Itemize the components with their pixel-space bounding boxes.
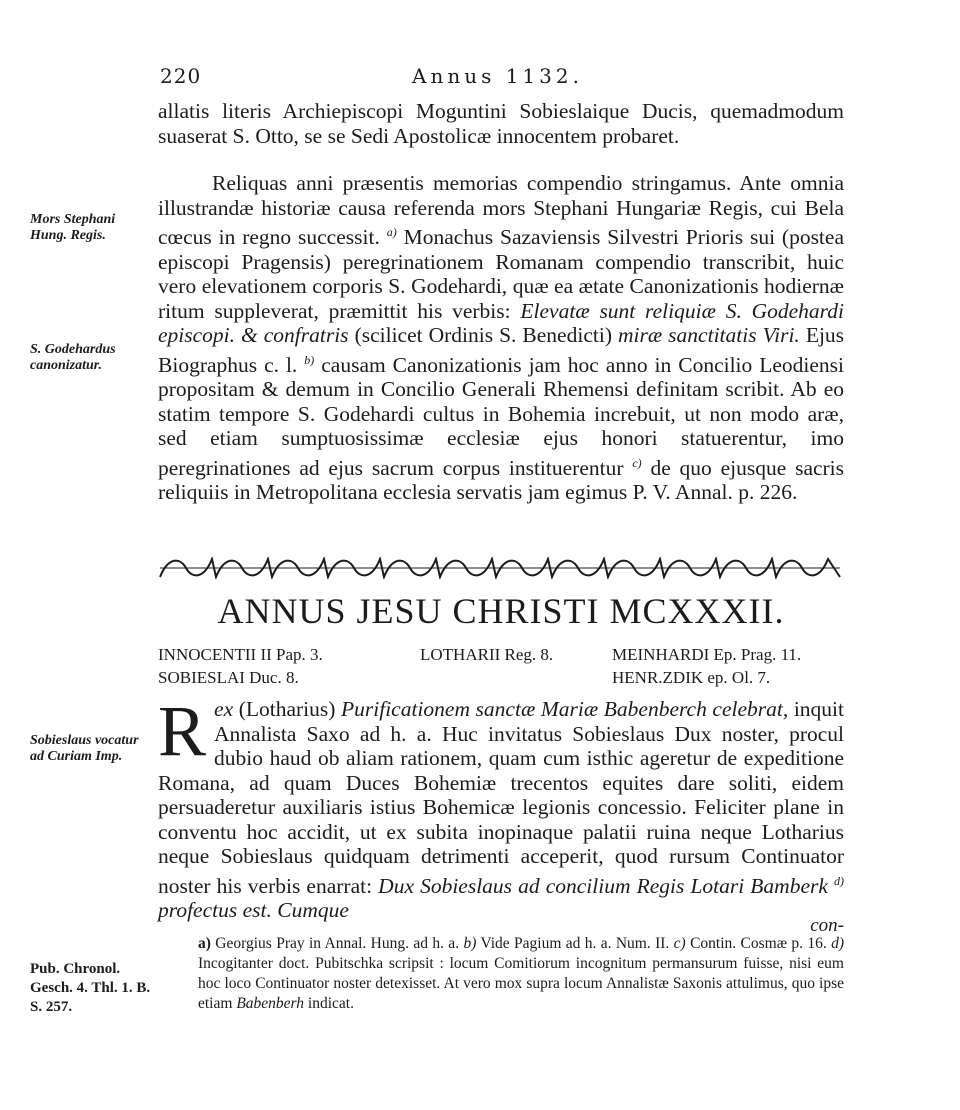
running-title: Annus 1132.	[412, 64, 583, 88]
text: Ejus Biographus c. l.	[158, 323, 845, 377]
reign-king: LOTHARII Reg. 8.	[420, 645, 554, 664]
margin-note-godehardus: S. Godehardus canonizatur.	[30, 342, 116, 373]
quote-italic: Elevatæ sunt reliquiæ S. Godehardi episcopi. & confratris	[158, 298, 844, 348]
footnote-d-end: indicat.	[307, 995, 354, 1012]
text-italic: ex	[214, 697, 234, 721]
text-italic: Purificationem sanctæ Mariæ Babenberch celebrat,	[341, 697, 789, 721]
ornamental-border	[158, 557, 842, 579]
text: de quo ejusque sacris reliquiis in Metropolitana ecclesia servatis jam egimus P. V. Annal. p. 226.	[158, 455, 845, 505]
reign-row-2	[158, 668, 844, 688]
footnote-mark-a: a)	[198, 935, 211, 952]
footnote-mark-b: b)	[463, 935, 477, 952]
text-italic: Cumque	[277, 898, 349, 923]
reign-pope: INNOCENTII II Pap. 3.	[158, 645, 323, 664]
year-heading: ANNUS JESU CHRISTI MCXXXII.	[217, 591, 785, 631]
footnote-ref-d: d)	[834, 873, 845, 888]
footnote-mark-d: d)	[831, 935, 845, 952]
text: (Lotharius)	[238, 697, 336, 721]
drop-cap: R	[158, 691, 207, 771]
reign-duke: SOBIESLAI Duc. 8.	[158, 668, 299, 687]
running-header	[160, 64, 840, 92]
margin-note-sobieslaus: Sobieslaus vocatur ad Curiam Imp.	[30, 733, 139, 764]
footnote-b: Vide Pagium ad h. a. Num. II.	[480, 935, 670, 952]
paragraph-reliquas	[158, 171, 844, 505]
margin-note-mors-stephani: Mors Stephani Hung. Regis.	[30, 212, 116, 243]
footnote-a: Georgius Pray in Annal. Hung. ad h. a.	[215, 935, 460, 952]
paragraph-continuation: allatis literis Archiepiscopi Moguntini Sobieslaique Ducis, quemadmodum suaserat S. Otto, se se Sedi Apostolicæ innocentem probaret.	[158, 99, 844, 148]
page-number: 220	[160, 64, 202, 88]
footnotes	[198, 934, 844, 1014]
footnote-ref-b: b)	[304, 352, 315, 367]
text: Monachus Sazaviensis Silvestri Prioris sui (postea episcopi Pragensis) peregrinationem Romanam compendio transcribit, huic vero elevationem corporis S. Godehardi, quæ ea ætate Canonizationis hodiernæ ritum suppleverat, præmittit his verbis:	[158, 225, 844, 323]
reign-bishop-prague: MEINHARDI Ep. Prag. 11.	[612, 645, 802, 664]
reign-row-1	[158, 645, 844, 665]
footnote-ref-a: a)	[386, 225, 397, 239]
text-italic: profectus est.	[158, 898, 272, 923]
footnote-d-italic: Babenberh	[236, 995, 305, 1012]
text: Reliquas anni præsentis memorias compendio stringamus. Ante omnia illustrandæ historiæ causa referenda mors Stephani Hungariæ Regis, cui Bela cœcus in regno successit.	[158, 171, 844, 250]
footnote-ref-c: c)	[632, 455, 642, 470]
text: inquit Annalista Saxo ad h. a. Huc invitatus Sobieslaus Dux noster, procul dubio haud ob aliam rationem, quam cum isthic ageretur de expeditione Romana, ad quam Duces Bohemiæ trecentos equites dare soliti, eidem persuaderetur auxiliaris istius Bohemicæ legionis concessio. Feliciter plane in conventu hoc accidit, ut ex subita inopinaque palatii ruina neque Lotharius neque Sobieslaus quidquam detrimenti acceperit, quod rursum Continuator noster his verbis enarrat:	[158, 697, 844, 898]
paragraph-rex-lotharius	[158, 691, 845, 923]
quote-italic: miræ sanctitatis Viri.	[617, 323, 800, 348]
text: causam Canonizationis jam hoc anno in Concilio Leodiensi propositam & demum in Concilio Generali Rhemensi definitam scribit. Ab eo statim tempore S. Godehardi cultus in Bohemia increbuit, ut non modo aræ, sed etiam sumptuosissimæ ecclesiæ ejus honori statuerentur, imo peregrinationes ad ejus sacrum corpus instituerentur	[158, 352, 845, 480]
footnote-c: Contin. Cosmæ p. 16.	[690, 935, 827, 952]
catchword: con-	[810, 915, 844, 936]
reign-bishop-olomouc: HENR.ZDIK ep. Ol. 7.	[612, 668, 771, 687]
text: (scilicet Ordinis S. Benedicti)	[354, 323, 612, 348]
text-italic: Dux Sobieslaus ad concilium Regis Lotari Bamberk	[378, 873, 828, 898]
margin-note-reference: Pub. Chronol. Gesch. 4. Thl. 1. B. S. 257.	[30, 961, 151, 1015]
footnote-d: Incogitanter doct. Pubitschka scripsit : locum Comitiorum incognitum permansurum fuisse, nisi eum hoc loco Continuator noster detexisset. At vero mox supra locum Annalistæ Saxonis attulimus, quo ipse etiam	[198, 955, 844, 1012]
footnote-mark-c: c)	[673, 935, 686, 952]
